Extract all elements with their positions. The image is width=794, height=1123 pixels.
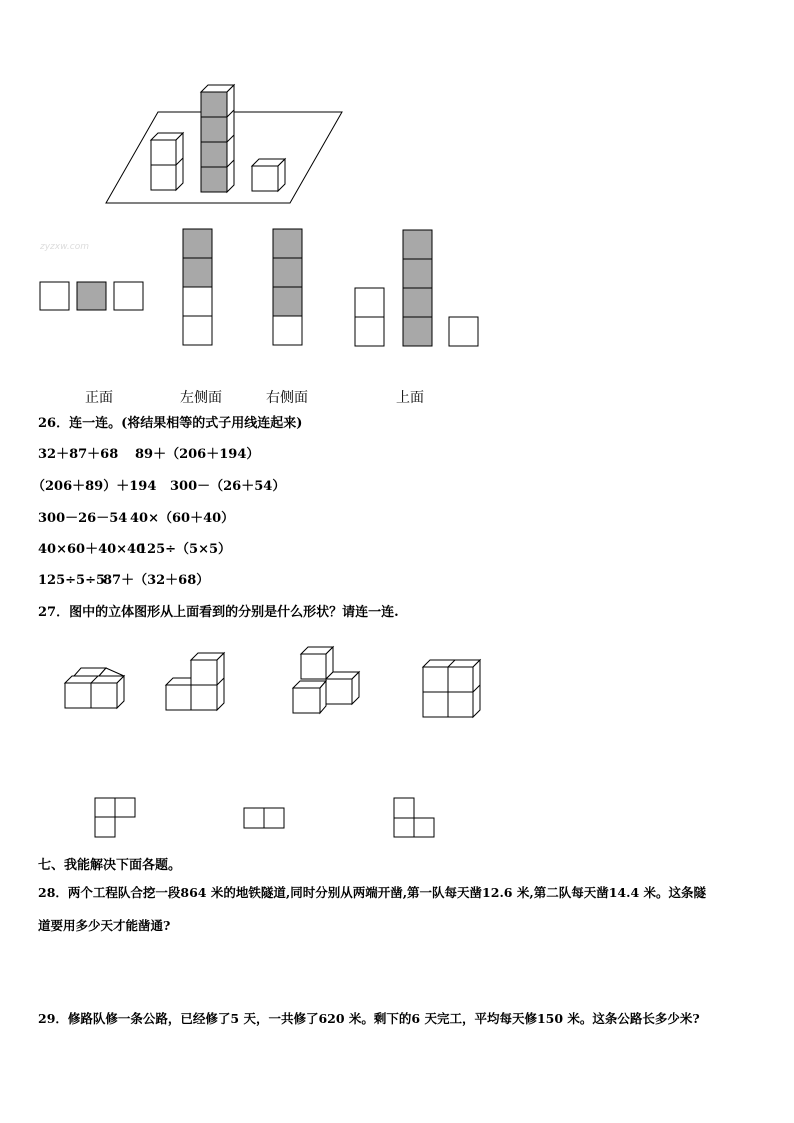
solid-2 [166,653,224,710]
watermark: zyzxw.com [40,242,89,252]
top-shape-2 [244,808,284,828]
q26-row-5-left: 125÷5÷5 [38,573,106,588]
solid-4 [423,660,480,717]
section7-title: 七、我能解决下面各题。 [38,858,182,873]
q26-row-1-right: 89＋（206＋194） [135,447,260,462]
q26-row-5-right: 87＋（32＋68） [103,573,210,588]
view-label-left: 左侧面 [180,390,222,406]
q26-row-4-right: 125÷（5×5） [138,542,232,557]
q26-row-3-right: 40×（60＋40） [130,511,235,526]
solid-1 [65,668,124,708]
q26-row-3-left: 300－26－54 [38,511,128,526]
top-shape-1 [95,798,135,837]
q27-title: 27．图中的立体图形从上面看到的分别是什么形状？请连一连. [38,605,399,620]
q29-text: 29．修路队修一条公路，已经修了5 天，一共修了620 米。剩下的6 天完工，平均每天修150 米。这条公路长多少米? [38,1011,700,1026]
solid-3 [293,647,359,713]
q28-line-2: 道要用多少天才能凿通? [38,918,171,933]
top-shape-3 [394,798,434,837]
q26-row-2-left: （206＋89）＋194 [32,479,157,494]
view-label-top: 上面 [396,390,424,406]
q28-line-1: 28．两个工程队合挖一段864 米的地铁隧道,同时分别从两端开凿,第一队每天凿12.6 米,第二队每天凿14.4 米。这条隧 [38,885,706,900]
q26-row-1-left: 32＋87＋68 [38,447,119,462]
view-label-front: 正面 [85,390,113,406]
q26-row-4-left: 40×60＋40×40 [38,542,146,557]
q26-title: 26．连一连。(将结果相等的式子用线连起来) [38,416,303,431]
view-label-right: 右侧面 [266,390,308,406]
q26-row-2-right: 300－（26＋54） [170,479,286,494]
